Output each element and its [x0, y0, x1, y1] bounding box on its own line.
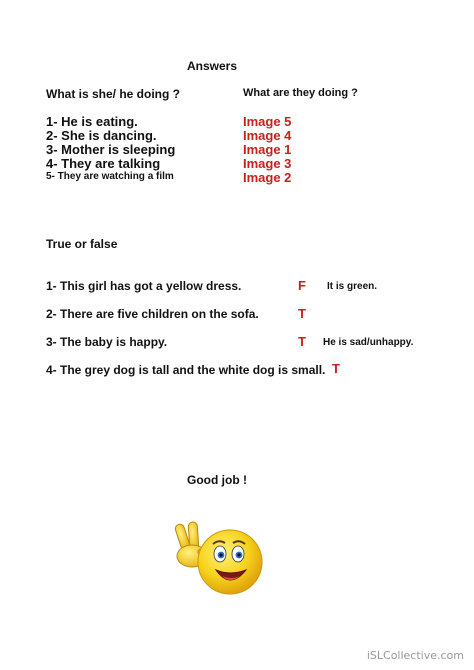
section1-item-4: 4- They are talking: [46, 156, 161, 171]
section2-answer-1: F: [298, 278, 306, 293]
waving-smiley-icon: [172, 518, 268, 602]
section2-item-1: 1- This girl has got a yellow dress.: [46, 279, 242, 293]
section2-item-4: 4- The grey dog is tall and the white dog is small.: [46, 363, 326, 377]
closing-text: Good job !: [187, 473, 247, 487]
section2-note-1: It is green.: [327, 281, 378, 292]
section2-item-3: 3- The baby is happy.: [46, 335, 168, 349]
section1-answer-3: Image 1: [243, 142, 292, 157]
footer-watermark: iSLCollective.com: [366, 649, 464, 662]
section1-left-heading: What is she/ he doing ?: [46, 87, 181, 101]
section1-right-heading: What are they doing ?: [243, 87, 358, 99]
section1-item-1: 1- He is eating.: [46, 114, 138, 129]
section1-answer-5: Image 2: [243, 170, 292, 185]
section1-answer-4: Image 3: [243, 156, 292, 171]
section1-item-5: 5- They are watching a film: [46, 171, 174, 182]
section2-heading: True or false: [46, 237, 118, 251]
page-title: Answers: [187, 59, 238, 73]
section2-answer-3: T: [298, 334, 306, 349]
section1-item-3: 3- Mother is sleeping: [46, 142, 176, 157]
section2-answer-4: T: [332, 361, 340, 376]
section1-answer-2: Image 4: [243, 128, 292, 143]
section1-item-2: 2- She is dancing.: [46, 128, 157, 143]
section2-answer-2: T: [298, 306, 306, 321]
section2-item-2: 2- There are five children on the sofa.: [46, 307, 259, 321]
section1-answer-1: Image 5: [243, 114, 292, 129]
section2-note-3: He is sad/unhappy.: [323, 337, 414, 348]
